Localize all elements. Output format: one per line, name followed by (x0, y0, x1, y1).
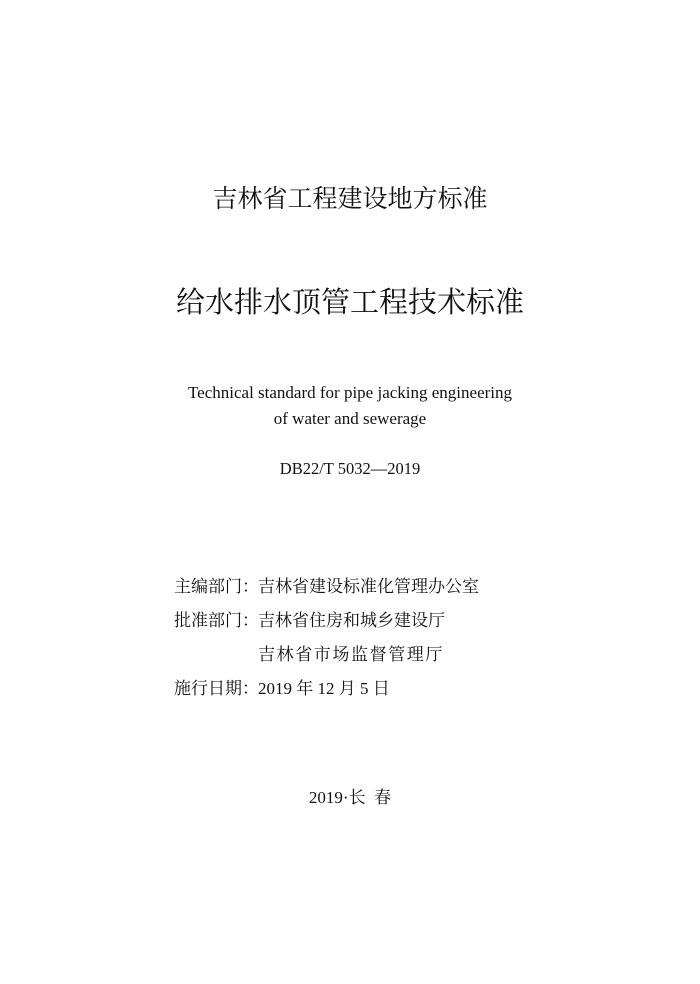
approval-label: 批准部门： (174, 611, 259, 630)
effective-date-value: 2019 年 12 月 5 日 (258, 679, 390, 698)
standard-series-heading: 吉林省工程建设地方标准 (212, 184, 488, 213)
document-title-zh: 给水排水顶管工程技术标准 (175, 285, 524, 319)
effective-date-label: 施行日期： (174, 679, 259, 698)
document-title-en (0, 380, 700, 432)
approval-value-2: 吉林省市场监督管理厅 (258, 645, 444, 664)
document-title-en-line-2: of water and sewerage (273, 409, 427, 428)
chief-editor-label: 主编部门： (174, 577, 259, 596)
approval-row-2 (174, 643, 444, 667)
approval-value-1: 吉林省住房和城乡建设厅 (258, 611, 445, 630)
chief-editor-value: 吉林省建设标准化管理办公室 (258, 577, 479, 596)
chief-editor-row (174, 575, 479, 599)
effective-date-row (174, 677, 390, 701)
document-title-en-line-1: Technical standard for pipe jacking engineering (187, 383, 513, 402)
approval-row (174, 609, 445, 633)
publication-place: 2019·长 春 (308, 788, 392, 807)
standard-code: DB22/T 5032—2019 (279, 459, 421, 478)
